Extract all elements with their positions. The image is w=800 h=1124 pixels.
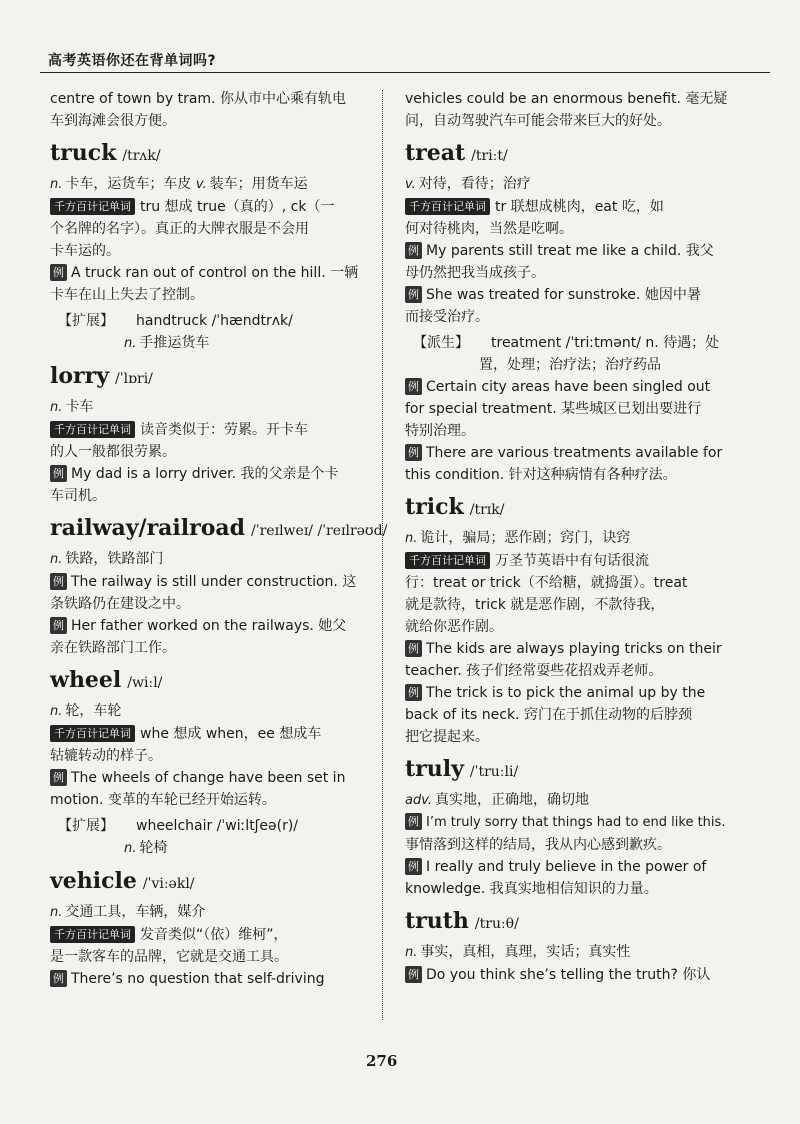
extension [58, 310, 366, 355]
example-text: this condition. 针对这种病情有各种疗法。 [405, 467, 677, 483]
example [50, 968, 366, 990]
headword [405, 490, 725, 527]
headword-text: truly [405, 756, 464, 782]
continued-text: 问，自动驾驶汽车可能会带来巨大的好处。 [405, 113, 671, 129]
example [405, 682, 725, 704]
memory-tag: 千方百计记单词 [405, 552, 490, 569]
example-text: back of its neck. 窍门在于抓住动物的后脖颈 [405, 707, 692, 723]
part-of-speech: n. [50, 177, 63, 192]
example-text: for special treatment. 某些城区已划出要进行 [405, 401, 702, 417]
pronunciation: /truːθ/ [474, 916, 519, 932]
part-of-speech: n. [50, 905, 63, 920]
example-text: knowledge. 我真实地相信知识的力量。 [405, 881, 658, 897]
memory-tag: 千方百计记单词 [405, 198, 490, 215]
headword-text: wheel [50, 667, 122, 693]
example-text: Certain city areas have been singled out [426, 379, 711, 395]
example [405, 240, 725, 262]
pronunciation: /ˈviːəkl/ [142, 876, 195, 892]
derivation-label: 【派生】 [413, 335, 469, 351]
memory-text: 的人一般都很劳累。 [50, 444, 176, 460]
part-of-speech: n. [124, 841, 137, 856]
headword [405, 752, 725, 789]
example-icon: 例 [50, 970, 67, 987]
example-icon: 例 [50, 264, 67, 281]
memory-text: 读音类似于：劳累。开卡车 [140, 422, 308, 438]
definition [50, 901, 366, 924]
definition-text: 真实地，正确地，确切地 [434, 792, 589, 808]
example-text: 卡车在山上失去了控制。 [50, 287, 204, 303]
headword-text: trick [405, 494, 464, 520]
definition-text: 诡计，骗局；恶作剧；窍门，诀窍 [420, 530, 631, 546]
extension-word: wheelchair /ˈwiːltʃeə(r)/ [136, 818, 299, 834]
example-text: She was treated for sunstroke. 她因中暑 [426, 287, 701, 303]
part-of-speech: n. [50, 704, 63, 719]
pronunciation: /trɪk/ [469, 502, 505, 518]
entry-wheel [50, 663, 366, 860]
definition [405, 789, 725, 812]
definition-text: 铁路，铁路部门 [65, 551, 164, 567]
definition [405, 941, 725, 964]
example [50, 571, 366, 593]
header-rule [40, 72, 770, 73]
example-icon: 例 [405, 444, 422, 461]
extension-definition: 轮椅 [139, 840, 168, 856]
entry-lorry [50, 359, 366, 507]
part-of-speech: n. [405, 945, 418, 960]
derivation [413, 332, 725, 376]
extension-word: handtruck /ˈhændtrʌk/ [136, 313, 293, 329]
headword [405, 904, 725, 941]
left-column [50, 88, 388, 990]
entry-treat [405, 136, 725, 486]
example-text: 车司机。 [50, 488, 106, 504]
example-icon: 例 [405, 858, 422, 875]
example-text: 亲在铁路部门工作。 [50, 640, 176, 656]
entry-trick [405, 490, 725, 748]
example [50, 262, 366, 284]
memory-tip [50, 723, 366, 745]
memory-text: 是一款客车的品牌，它就是交通工具。 [50, 949, 288, 965]
example [405, 284, 725, 306]
entry-truly [405, 752, 725, 900]
definition [405, 527, 725, 550]
derivation-text: 置，处理；治疗法；治疗药品 [479, 357, 661, 373]
example-text: The trick is to pick the animal up by the [426, 685, 706, 701]
continued-text: 车到海滩会很方便。 [50, 113, 176, 129]
example [405, 812, 725, 834]
headword [50, 359, 366, 396]
memory-text: tr 联想成桃肉，eat 吃，如 [495, 199, 664, 215]
memory-text: 何对待桃肉，当然是吃啊。 [405, 221, 573, 237]
definition-text: 对待，看待；治疗 [418, 176, 531, 192]
part-of-speech: n. [50, 552, 63, 567]
part-of-speech: v. [405, 177, 416, 192]
headword-text: truth [405, 908, 469, 934]
entry-vehicle [50, 864, 366, 990]
definition-text: 事实，真相，真理，实话；真实性 [420, 944, 631, 960]
memory-text: 卡车运的。 [50, 243, 120, 259]
definition-text: 轮，车轮 [65, 703, 122, 719]
pronunciation: /ˈreɪlweɪ/ /ˈreɪlrəʊd/ [251, 523, 388, 539]
memory-text: 就是款待，trick 就是恶作剧，不款待我， [405, 597, 665, 613]
example-icon: 例 [405, 684, 422, 701]
headword [50, 511, 388, 548]
example-text: 特别治理。 [405, 423, 475, 439]
headword-text: lorry [50, 363, 109, 389]
memory-text: tru 想成 true（真的）, ck（一 [140, 199, 335, 215]
example-text: The kids are always playing tricks on their [426, 641, 722, 657]
definition [50, 548, 366, 571]
part-of-speech: adv. [405, 793, 432, 808]
headword-text: railway/railroad [50, 515, 246, 541]
running-header: 高考英语你还在背单词吗? [48, 53, 217, 69]
headword [50, 136, 366, 173]
definition [405, 173, 725, 196]
memory-tag: 千方百计记单词 [50, 421, 135, 438]
part-of-speech: v. [195, 177, 207, 192]
headword [50, 864, 366, 901]
memory-text: whe 想成 when，ee 想成车 [140, 726, 322, 742]
pronunciation: /ˈlɒri/ [115, 371, 153, 387]
example [405, 376, 725, 398]
example-text: 母仍然把我当成孩子。 [405, 265, 545, 281]
example-icon: 例 [405, 242, 422, 259]
example-icon: 例 [50, 465, 67, 482]
example-text: 事情落到这样的结局，我从内心感到歉疚。 [405, 837, 671, 853]
example-icon: 例 [50, 573, 67, 590]
memory-text: 个名牌的名字）。真正的大牌衣服是不会用 [50, 221, 309, 237]
memory-text: 行：treat or trick（不给糖，就捣蛋）。treat [405, 575, 688, 591]
right-column [405, 88, 728, 986]
definition [50, 173, 366, 196]
example-icon: 例 [50, 617, 67, 634]
example [50, 615, 366, 637]
part-of-speech: n. [124, 336, 137, 351]
example-text: 条铁路仍在建设之中。 [50, 596, 190, 612]
extension-label: 【扩展】 [58, 313, 114, 329]
memory-tag: 千方百计记单词 [50, 926, 135, 943]
definition [50, 700, 366, 723]
continued-text: vehicles could be an enormous benefit. 毫无疑 [405, 91, 728, 107]
memory-text: 万圣节英语中有句话很流 [495, 553, 649, 569]
example-icon: 例 [405, 286, 422, 303]
column-divider [382, 90, 383, 1020]
continued-text: centre of town by tram. 你从市中心乘有轨电 [50, 91, 346, 107]
example [50, 767, 366, 789]
example-text: 把它提起来。 [405, 729, 489, 745]
memory-tip [50, 196, 366, 218]
memory-tip [50, 419, 366, 441]
example [50, 463, 366, 485]
example-text: The wheels of change have been set in [71, 770, 346, 786]
example-text: There are various treatments available for [426, 445, 723, 461]
example-text: teacher. 孩子们经常耍些花招戏弄老师。 [405, 663, 663, 679]
entry-railway [50, 511, 388, 659]
extension [58, 815, 366, 860]
example-text: I really and truly believe in the power of [426, 859, 707, 875]
definition-text: 卡车 [65, 399, 94, 415]
headword-text: truck [50, 140, 117, 166]
entry-truth [405, 904, 725, 986]
example-icon: 例 [405, 378, 422, 395]
derivation-word: treatment /ˈtriːtmənt/ n. 待遇；处 [491, 335, 720, 351]
example [405, 442, 725, 464]
headword-text: treat [405, 140, 466, 166]
pronunciation: /trʌk/ [122, 148, 161, 164]
definition-text: 卡车，运货车；车皮 [65, 176, 192, 192]
memory-tag: 千方百计记单词 [50, 725, 135, 742]
example-text: motion. 变革的车轮已经开始运转。 [50, 792, 276, 808]
memory-text: 发音类似“（依）维柯”， [140, 927, 288, 943]
example [405, 964, 725, 986]
example-text: My parents still treat me like a child. 我父 [426, 243, 714, 259]
example-text: There’s no question that self-driving [71, 971, 325, 987]
part-of-speech: n. [405, 531, 418, 546]
memory-tag: 千方百计记单词 [50, 198, 135, 215]
headword-text: vehicle [50, 868, 137, 894]
example-icon: 例 [50, 769, 67, 786]
pronunciation: /wiːl/ [127, 675, 163, 691]
example-text: The railway is still under construction. 这 [71, 574, 357, 590]
example-text: A truck ran out of control on the hill. 一辆 [71, 265, 359, 281]
part-of-speech: n. [50, 400, 63, 415]
example-icon: 例 [405, 966, 422, 983]
pronunciation: /ˈtruːli/ [469, 764, 519, 780]
pronunciation: /triːt/ [471, 148, 508, 164]
example-text: Do you think she’s telling the truth? 你认 [426, 967, 711, 983]
memory-text: 轱辘转动的样子。 [50, 748, 162, 764]
extension-label: 【扩展】 [58, 818, 114, 834]
memory-tip [50, 924, 366, 946]
memory-tip [405, 550, 725, 572]
example-text: Her father worked on the railways. 她父 [71, 618, 347, 634]
memory-text: 就给你恶作剧。 [405, 619, 503, 635]
entry-truck [50, 136, 366, 355]
example [405, 856, 725, 878]
definition-text: 交通工具，车辆，媒介 [65, 904, 206, 920]
memory-tip [405, 196, 725, 218]
headword [405, 136, 725, 173]
example-text: I’m truly sorry that things had to end like this. [426, 815, 726, 830]
example-icon: 例 [405, 640, 422, 657]
example-text: My dad is a lorry driver. 我的父亲是个卡 [71, 466, 339, 482]
example-text: 而接受治疗。 [405, 309, 489, 325]
extension-definition: 手推运货车 [139, 335, 210, 351]
page-number: 276 [366, 1052, 398, 1070]
example-icon: 例 [405, 813, 422, 830]
headword [50, 663, 366, 700]
definition-text: 装车；用货车运 [209, 176, 308, 192]
example [405, 638, 725, 660]
definition [50, 396, 366, 419]
